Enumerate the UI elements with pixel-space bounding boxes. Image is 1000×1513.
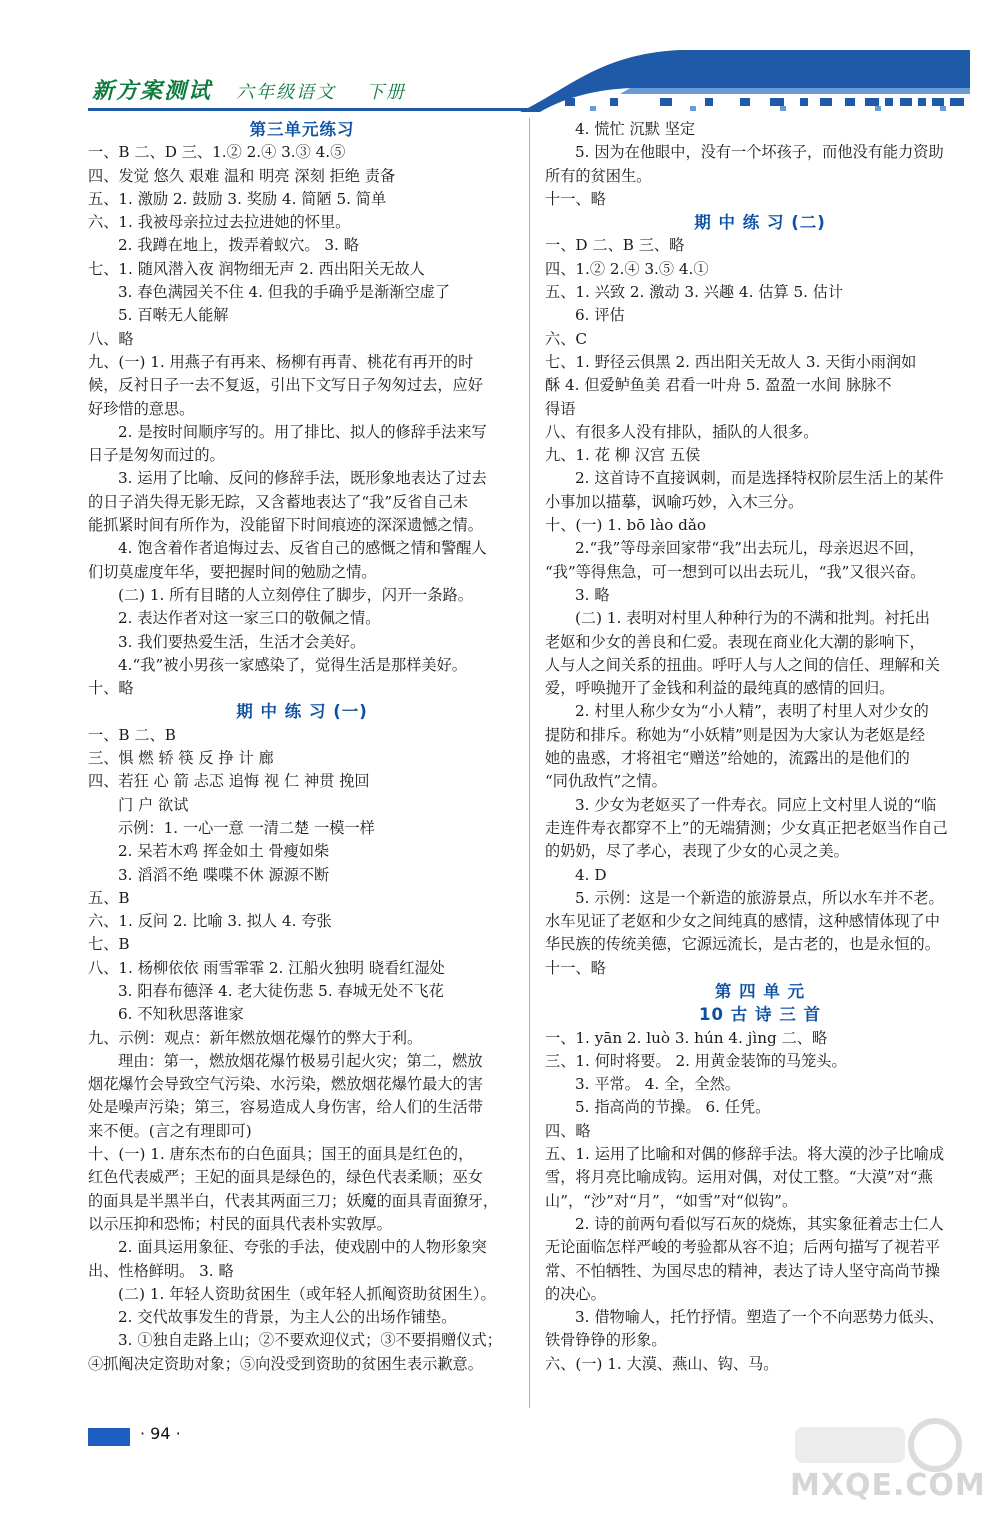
answer-line: 九、1. 花 柳 汉宫 五侯	[545, 446, 701, 465]
answer-line: 老妪和少女的善良和仁爱。表现在商业化大潮的影响下，	[545, 632, 925, 651]
answer-line: 九、示例：观点：新年燃放烟花爆竹的弊大于利。	[88, 1028, 423, 1047]
answer-line: 四、1.② 2.④ 3.⑤ 4.①	[545, 259, 709, 278]
answer-line: (二) 1. 表明对村里人种种行为的不满和批判。衬托出	[575, 609, 930, 628]
answer-line: 五、1. 运用了比喻和对偶的修辞手法。将大漠的沙子比喻成	[545, 1145, 945, 1164]
answer-line: 5. 因为在他眼中，没有一个坏孩子，而他没有能力资助	[575, 143, 944, 162]
answer-line: 2. 交代故事发生的背景，为主人公的出场作铺垫。	[118, 1308, 457, 1327]
answer-line: 九、(一) 1. 用燕子有再来、杨柳有再青、桃花有再开的时	[88, 352, 474, 371]
answer-line: 5. 示例：这是一个新造的旅游景点，所以水车并不老。	[575, 888, 944, 907]
header-rule	[88, 108, 528, 111]
answer-line: “同仇敌忾”之情。	[545, 772, 667, 791]
answer-line: 来不便。(言之有理即可)	[88, 1121, 252, 1140]
answer-line: 3. ①独自走路上山；②不要欢迎仪式；③不要捐赠仪式；	[118, 1331, 502, 1350]
answer-line: 门 户 欲试	[118, 795, 189, 814]
answer-line: 得语	[545, 399, 576, 418]
section-heading: 期 中 练 习 (一)	[236, 702, 368, 722]
answer-line: 能抓紧时间有所作为，没能留下时间痕迹的深深遗憾之情。	[88, 516, 483, 535]
answer-line: 五、B	[88, 888, 130, 907]
answer-line: 3. 阳春布德泽 4. 老大徒伤悲 5. 春城无处不飞花	[118, 981, 444, 1000]
watermark-text: MXQE.COM	[790, 1468, 986, 1503]
answer-line: 人与人之间关系的扭曲。呼吁人与人之间的信任、理解和关	[545, 655, 940, 674]
answer-line: 日子是匆匆而过的。	[88, 446, 225, 465]
answer-line: “我”等得焦急，可一想到可以出去玩儿，“我”又很兴奋。	[545, 562, 926, 581]
answer-line: 七、1. 随风潜入夜 润物细无声 2. 西出阳关无故人	[88, 259, 425, 278]
answer-line: 的日子消失得无影无踪，又含蓄地表达了“我”反省自己未	[88, 492, 469, 511]
answer-line: 4.“我”被小男孩一家感染了，觉得生活是那样美好。	[118, 655, 467, 674]
page-number: · 94 ·	[140, 1424, 181, 1443]
answer-line: 3. 借物喻人，托竹抒情。塑造了一个不向恶势力低头、	[575, 1308, 944, 1327]
answer-line: 4. 饱含着作者追悔过去、反省自己的感慨之情和警醒人	[118, 539, 487, 558]
answer-line: 2. 这首诗不直接讽刺，而是选择特权阶层生活上的某件	[575, 469, 944, 488]
page-header	[0, 0, 1000, 120]
answer-line: 3. 滔滔不绝 喋喋不休 源源不断	[118, 865, 330, 884]
answer-line: 小事加以描摹，讽喻巧妙，入木三分。	[545, 492, 804, 511]
answer-line: 所有的贫困生。	[545, 166, 652, 185]
answer-line: 一、1. yān 2. luò 3. hún 4. jìng 二、略	[545, 1028, 828, 1047]
answer-line: 三、惧 燃 轿 筷 反 挣 计 廊	[88, 749, 274, 768]
column-divider	[529, 118, 530, 1408]
answer-line: 6. 不知秋思落谁家	[118, 1005, 244, 1024]
section-heading: 期 中 练 习 (二)	[694, 213, 826, 233]
answer-line: 以示压抑和恐怖；村民的面具代表朴实敦厚。	[88, 1214, 392, 1233]
answer-line: 理由：第一，燃放烟花爆竹极易引起火灾；第二，燃放	[118, 1051, 483, 1070]
answer-line: 铁骨铮铮的形象。	[545, 1331, 667, 1350]
answer-line: 2. 村里人称少女为“小人精”，表明了村里人对少女的	[575, 702, 929, 721]
answer-line: 4. 慌忙 沉默 坚定	[575, 120, 696, 138]
right-column	[545, 118, 975, 1376]
answer-line: 4. D	[575, 865, 607, 884]
answer-line: 十、略	[88, 679, 134, 698]
answer-line: 2. 呆若木鸡 挥金如土 骨瘦如柴	[118, 842, 330, 861]
answer-line: 5. 百啭无人能解	[118, 306, 229, 325]
answer-line: 示例：1. 一心一意 一清二楚 一模一样	[118, 818, 375, 837]
answer-line: 四、略	[545, 1121, 591, 1140]
answer-line: 六、1. 我被母亲拉过去拉进她的怀里。	[88, 213, 351, 232]
answer-line: 水车见证了老妪和少女之间纯真的感情，这种感情体现了中	[545, 912, 940, 931]
left-column	[88, 118, 516, 1376]
book-title: 新方案测试	[92, 78, 213, 104]
answer-line: 2. 是按时间顺序写的。用了排比、拟人的修辞手法来写	[118, 422, 487, 441]
page-tab-marker	[88, 1428, 130, 1446]
answer-line: 十一、略	[545, 958, 606, 977]
answer-line: 烟花爆竹会导致空气污染、水污染，燃放烟花爆竹最大的害	[88, 1075, 483, 1094]
answer-line: 六、(一) 1. 大漠、燕山、钩、马。	[545, 1354, 779, 1373]
answer-line: 一、D 二、B 三、略	[545, 236, 685, 255]
section-heading: 10 古 诗 三 首	[699, 1005, 821, 1025]
header-decorative-band	[480, 48, 970, 114]
answer-line: 走连件寿衣都穿不上”的无端猜测；少女真正把老妪当作自己	[545, 818, 948, 837]
answer-line: 无论面临怎样严峻的考验都从容不迫；后两句描写了视若平	[545, 1238, 940, 1257]
answer-line: 她的蛊惑，才将祖宅“赠送”给她的，流露出的是他们的	[545, 749, 910, 768]
answer-line: 红色代表威严；王妃的面具是绿色的，绿色代表柔顺；巫女	[88, 1168, 483, 1187]
answer-line: 山”，“沙”对“月”，“如雪”对“似钩”。	[545, 1191, 798, 1210]
answer-line: 六、C	[545, 329, 587, 348]
answer-line: 出、性格鲜明。 3. 略	[88, 1261, 234, 1280]
answer-line: 五、1. 兴致 2. 激动 3. 兴趣 4. 估算 5. 估计	[545, 283, 844, 302]
answer-line: 3. 少女为老妪买了一件寿衣。同应上文村里人说的“临	[575, 795, 937, 814]
answer-line: 2. 我蹲在地上，拨弄着蚁穴。 3. 略	[118, 236, 359, 255]
answer-line: 雪，将月亮比喻成钩。运用对偶，对仗工整。“大漠”对“燕	[545, 1168, 933, 1187]
answer-line: 2. 面具运用象征、夸张的手法，使戏剧中的人物形象突	[118, 1238, 487, 1257]
answer-line: 七、1. 野径云俱黑 2. 西出阳关无故人 3. 天街小雨润如	[545, 352, 917, 371]
answer-line: 们切莫虚度年华，要把握时间的勉励之情。	[88, 562, 377, 581]
answer-line: 3. 我们要热爱生活，生活才会美好。	[118, 632, 366, 651]
answer-line: 的面具是半黑半白，代表其两面三刀；妖魔的面具青面獠牙，	[88, 1191, 499, 1210]
section-heading: 第三单元练习	[249, 120, 355, 139]
answer-line: 2.“我”等母亲回家带“我”出去玩儿，母亲迟迟不回，	[575, 539, 925, 558]
answer-line: 6. 评估	[575, 306, 625, 325]
answer-line: 2. 表达作者对这一家三口的敬佩之情。	[118, 609, 381, 628]
answer-line: 华民族的传统美德，它源远流长，是古老的，也是永恒的。	[545, 935, 940, 954]
answer-line: 八、略	[88, 329, 134, 348]
grade-subject: 六年级语文	[236, 82, 336, 103]
answer-line: 3. 运用了比喻、反问的修辞手法，既形象地表达了过去	[118, 469, 487, 488]
answer-line: 十、(一) 1. bō lào dǎo	[545, 516, 707, 535]
answer-line: 3. 平常。 4. 全，全然。	[575, 1075, 740, 1094]
answer-line: 候，反衬日子一去不复返，引出下文写日子匆匆过去，应好	[88, 376, 483, 395]
answer-line: 好珍惜的意思。	[88, 399, 195, 418]
answer-line: 六、1. 反问 2. 比喻 3. 拟人 4. 夸张	[88, 912, 332, 931]
answer-line: 酥 4. 但爱鲈鱼美 君看一叶舟 5. 盈盈一水间 脉脉不	[545, 376, 892, 395]
answer-line: ④抓阄决定资助对象；⑤向没受到资助的贫困生表示歉意。	[88, 1354, 483, 1373]
answer-line: 一、B 二、B	[88, 725, 176, 744]
answer-line: 的决心。	[545, 1284, 606, 1303]
answer-line: 处是噪声污染；第三，容易造成人身伤害，给人们的生活带	[88, 1098, 483, 1117]
answer-line: 一、B 二、D 三、1.② 2.④ 3.③ 4.⑤	[88, 143, 346, 162]
answer-line: 五、1. 激励 2. 鼓励 3. 奖励 4. 简陋 5. 简单	[88, 189, 387, 208]
answer-line: 四、若狂 心 箭 忐忑 追悔 视 仁 神贯 挽回	[88, 772, 370, 791]
answer-line: 常、不怕牺牲、为国尽忠的精神，表达了诗人坚守高尚节操	[545, 1261, 940, 1280]
answer-line: 八、有很多人没有排队，插队的人很多。	[545, 422, 819, 441]
answer-line: 十一、略	[545, 189, 606, 208]
answer-line: (二) 1. 年轻人资助贫困生（或年轻人抓阄资助贫困生）。	[118, 1284, 496, 1303]
answer-line: 十、(一) 1. 唐东杰布的白色面具；国王的面具是红色的，	[88, 1145, 474, 1164]
answer-line: 5. 指高尚的节操。 6. 任凭。	[575, 1098, 771, 1117]
answer-line: 2. 诗的前两句看似写石灰的烧炼，其实象征着志士仁人	[575, 1214, 944, 1233]
answer-line: 四、发觉 悠久 艰难 温和 明亮 深刻 拒绝 责备	[88, 166, 396, 185]
answer-line: (二) 1. 所有目睹的人立刻停住了脚步，闪开一条路。	[118, 585, 473, 604]
answer-line: 三、1. 何时将要。 2. 用黄金装饰的马笼头。	[545, 1051, 847, 1070]
answer-line: 爱，呼唤抛开了金钱和利益的最纯真的感情的回归。	[545, 679, 895, 698]
answer-line: 3. 略	[575, 585, 610, 604]
answer-line: 提防和排斥。称她为“小妖精”则是因为大家认为老妪是经	[545, 725, 926, 744]
answer-line: 的奶奶，尽了孝心，表现了少女的心灵之美。	[545, 842, 849, 861]
answer-line: 七、B	[88, 935, 130, 954]
answer-line: 八、1. 杨柳依依 雨雪霏霏 2. 江船火独明 晓看红湿处	[88, 958, 445, 977]
section-heading: 第 四 单 元	[714, 981, 806, 1001]
volume-label: 下册	[366, 82, 406, 103]
answer-line: 3. 春色满园关不住 4. 但我的手确乎是渐渐空虚了	[118, 283, 451, 302]
